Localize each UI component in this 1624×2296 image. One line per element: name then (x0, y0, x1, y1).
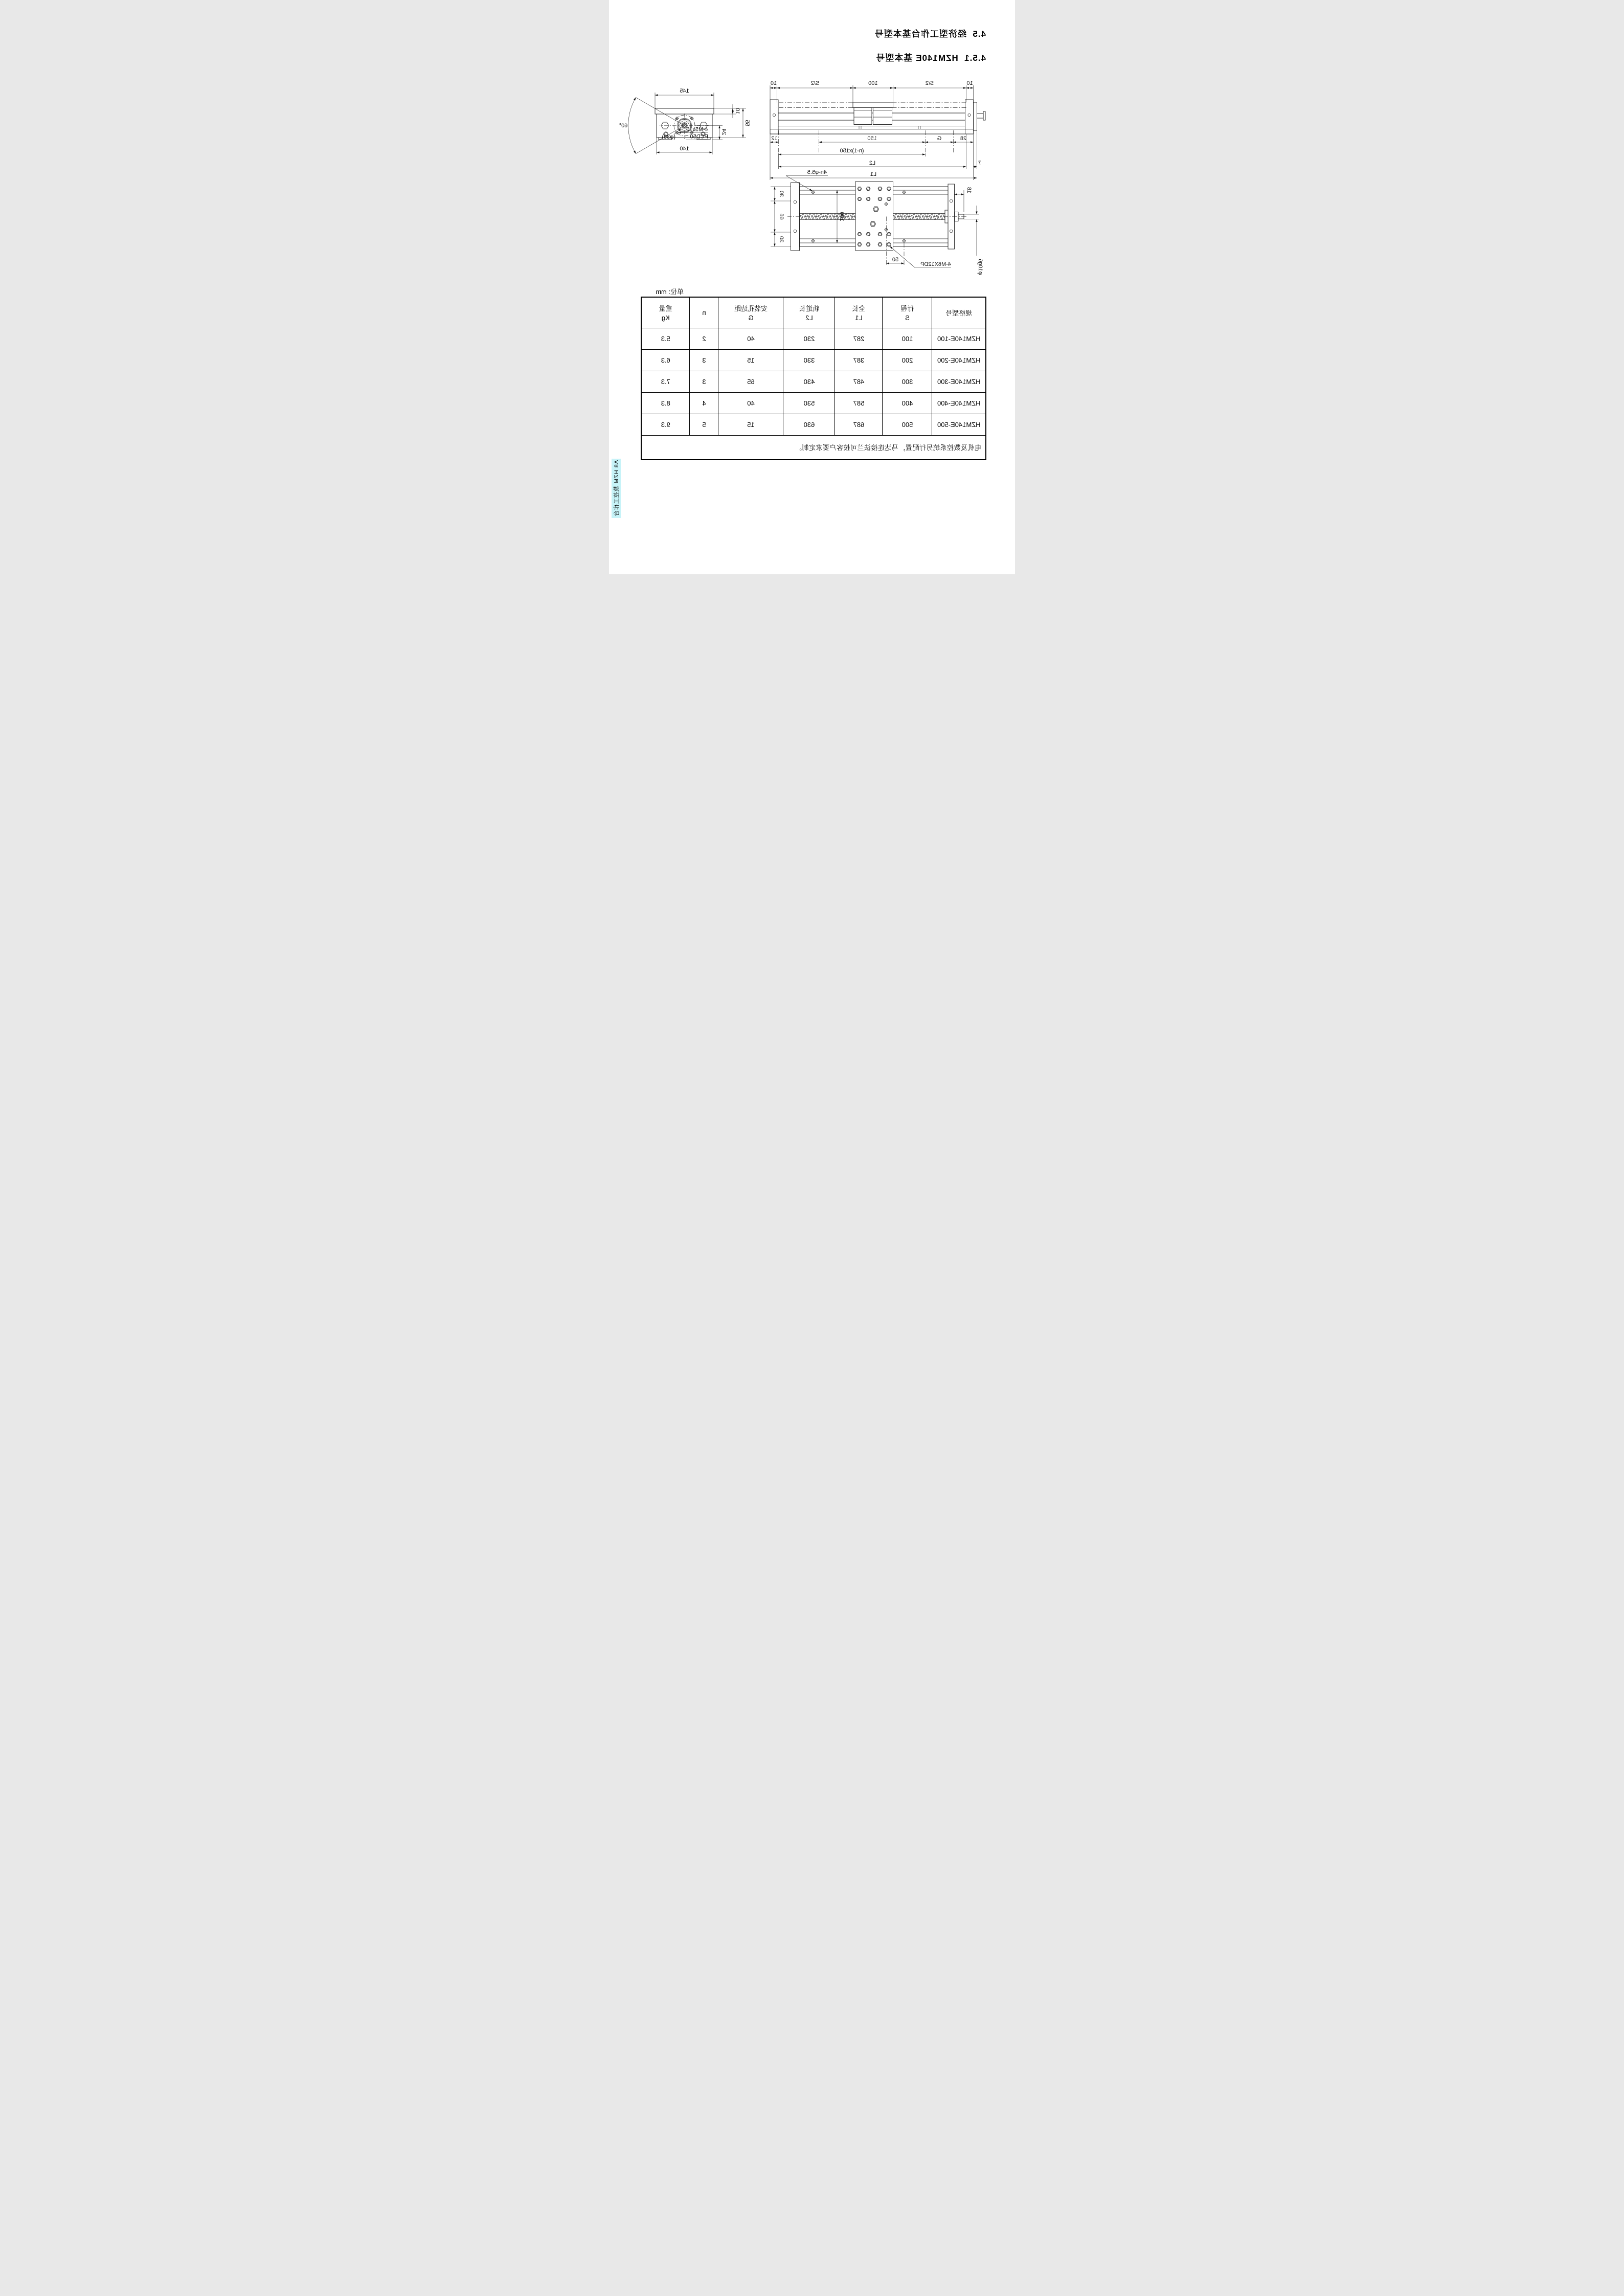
cell-l2: 530 (783, 392, 835, 414)
dim-label: (n-1)x150 (840, 148, 864, 154)
table-header-row (641, 297, 986, 328)
cell-stroke: 200 (883, 349, 932, 371)
table-row (641, 371, 986, 392)
dim-label: 28 (960, 136, 967, 142)
table-note: 电机及数控系统另行配置，马达连接法兰可按客户要求定制。 (641, 435, 986, 460)
cell-l1: 387 (835, 349, 883, 371)
column-header-weight: 重量 Kg (641, 297, 690, 328)
dim-label: 7 (978, 160, 982, 166)
plan-view-drawing (771, 169, 983, 275)
cell-stroke: 100 (883, 328, 932, 349)
dim-label: 30 (778, 236, 784, 243)
manual-page (609, 0, 1015, 574)
dim-label: L1 (870, 171, 877, 177)
subsection-title: 4.5.1 HZM140E 基本型号 (875, 53, 986, 63)
sidebar-tab-label: A8 HZM 数控工作台 (614, 460, 620, 517)
dim-label: 24 (720, 128, 727, 136)
dim-label: 140 (680, 146, 689, 152)
dim-label: 66 (778, 213, 784, 220)
end-view-drawing (619, 88, 750, 154)
cell-l1: 687 (835, 414, 883, 435)
sidebar-tab (612, 459, 621, 518)
column-header-n: n (690, 297, 718, 328)
cell-weight: 5.3 (641, 328, 690, 349)
dim-label: 10 (770, 80, 777, 86)
cell-weight: 9.3 (641, 414, 690, 435)
cell-model: HZM140E-300 (932, 371, 986, 392)
table-note-row (641, 435, 986, 460)
technical-drawings (609, 0, 1015, 289)
cell-g: 40 (718, 328, 783, 349)
cell-n: 5 (690, 414, 718, 435)
angle-label: 60° (619, 123, 628, 129)
dim-label: 100 (868, 80, 878, 86)
dim-label: 18 (966, 187, 972, 194)
cell-stroke: 300 (883, 371, 932, 392)
cell-n: 2 (690, 328, 718, 349)
column-header-total-length: 全长 L1 (835, 297, 883, 328)
cell-l2: 430 (783, 371, 835, 392)
dim-label: 55 (744, 120, 750, 126)
dim-label: S/2 (925, 80, 934, 86)
dim-label: 145 (680, 88, 689, 94)
cell-weight: 6.3 (641, 349, 690, 371)
dim-label: 10 (966, 80, 973, 86)
section-title: 4.5 经济型工作台基本型号 (874, 29, 986, 39)
cell-g: 15 (718, 349, 783, 371)
unit-label: 单位: mm (656, 288, 684, 296)
side-view-drawing (770, 80, 985, 180)
shaft-dia-label: φ10g6 (977, 259, 983, 275)
cell-l1: 287 (835, 328, 883, 349)
dim-label: 12 (771, 136, 778, 142)
cell-l2: 330 (783, 349, 835, 371)
cell-l1: 487 (835, 371, 883, 392)
table-row (641, 414, 986, 435)
screws-label: 4-M6X12DP (920, 261, 951, 267)
table-row (641, 349, 986, 371)
cell-stroke: 500 (883, 414, 932, 435)
dim-label: 100 (839, 212, 845, 221)
dim-label: 10 (734, 108, 740, 115)
dim-label: 50 (892, 257, 899, 263)
cell-n: 3 (690, 371, 718, 392)
cell-n: 4 (690, 392, 718, 414)
pcd-label: PCD50 (690, 133, 708, 140)
cell-g: 15 (718, 414, 783, 435)
cell-l2: 630 (783, 414, 835, 435)
column-header-stroke: 行程 S (883, 297, 932, 328)
dim-label: G (937, 136, 942, 142)
column-header-model: 规格型号 (932, 297, 986, 328)
cell-n: 3 (690, 349, 718, 371)
holes-label: 4n-φ5.5 (807, 169, 827, 175)
cell-model: HZM140E-200 (932, 349, 986, 371)
cell-l1: 587 (835, 392, 883, 414)
table-row (641, 328, 986, 349)
column-header-hole-margin: 安装孔边距 G (718, 297, 783, 328)
cell-model: HZM140E-400 (932, 392, 986, 414)
cell-model: HZM140E-100 (932, 328, 986, 349)
dim-label: 30 (778, 190, 784, 197)
cell-stroke: 400 (883, 392, 932, 414)
spec-table (641, 297, 986, 460)
dim-label: S/2 (810, 80, 820, 86)
cell-g: 65 (718, 371, 783, 392)
column-header-rail-length: 轨道长 L2 (783, 297, 835, 328)
dim-label: L2 (869, 160, 876, 166)
cell-g: 40 (718, 392, 783, 414)
pilot-label: (φ36) (662, 134, 675, 140)
dim-label: 150 (867, 136, 877, 142)
table-row (641, 392, 986, 414)
screw-spec-label: 4-M5x10 (686, 126, 708, 133)
cell-weight: 7.3 (641, 371, 690, 392)
cell-weight: 8.3 (641, 392, 690, 414)
cell-l2: 230 (783, 328, 835, 349)
cell-model: HZM140E-500 (932, 414, 986, 435)
